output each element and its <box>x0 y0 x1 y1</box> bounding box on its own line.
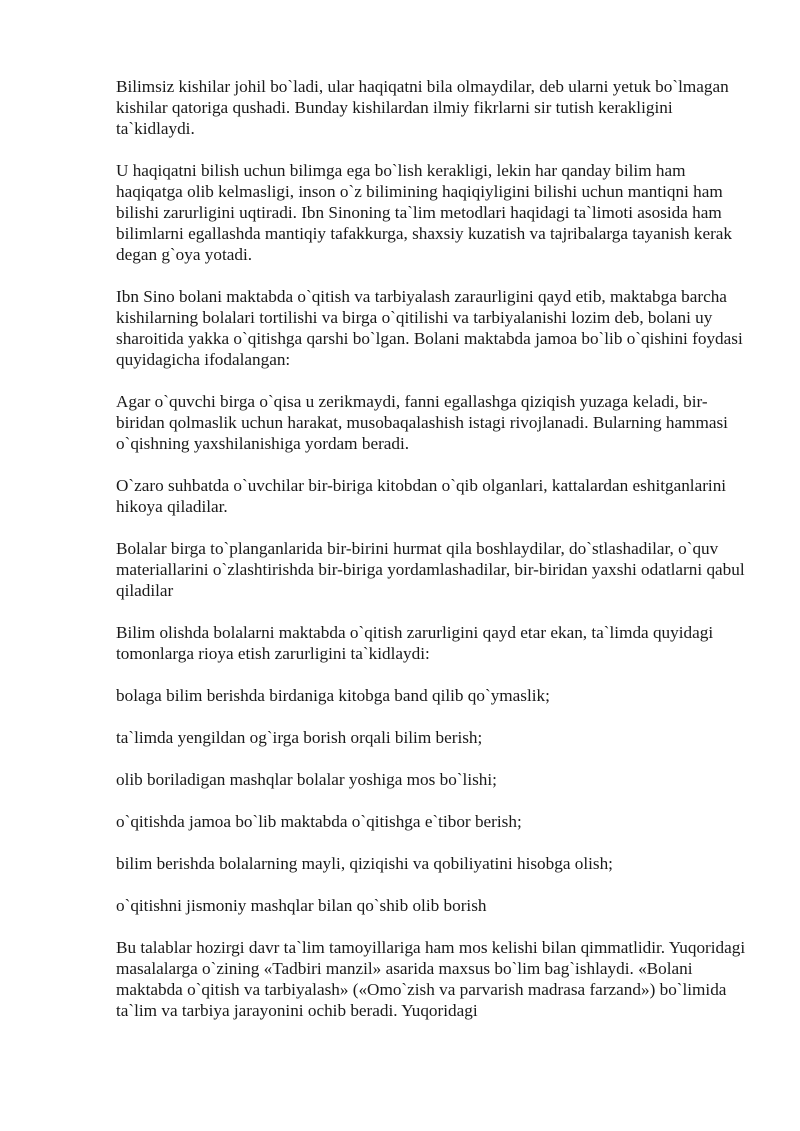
paragraph-conversation: O`zaro suhbatda o`uvchilar bir-biriga kitobdan o`qib olganlari, kattalardan eshitganlarini hikoya qiladilar. <box>116 476 727 516</box>
requirement-item: o`qitishni jismoniy mashqlar bilan qo`shib olib borish <box>116 896 487 915</box>
requirement-item: bilim berishda bolalarning mayli, qiziqishi va qobiliyatini hisobga olish; <box>116 854 613 873</box>
paragraph-requirements-intro: Bilim olishda bolalarni maktabda o`qitish zarurligini qayd etar ekan, ta`limda quyidagi tomonlarga rioya etish zarurligini ta`kidlaydi: <box>116 623 714 663</box>
document-page <box>116 76 746 1042</box>
paragraph-respect: Bolalar birga to`planganlarida bir-birini hurmat qila boshlaydilar, do`stlashadilar, o`quv materiallarini o`zlashtirishda bir-biriga yordamlashadilar, bir-biridan yaxshi odatlarni qabul qiladilar <box>116 539 745 600</box>
requirement-item: o`qitishda jamoa bo`lib maktabda o`qitishga e`tibor berish; <box>116 812 522 831</box>
requirement-item: bolaga bilim berishda birdaniga kitobga band qilib qo`ymaslik; <box>116 686 550 705</box>
paragraph-school-education: Ibn Sino bolani maktabda o`qitish va tarbiyalash zaraurligini qayd etib, maktabga barcha kishilarning bolalari tortilishi va birga o`qitilishi va tarbiyalanishi lozim deb, bolani uy sharoitida yakka o`qitishga qarshi bo`lgan. Bolani maktabda jamoa bo`lib o`qishini foydasi quyidagicha ifodalangan: <box>116 287 743 369</box>
paragraph-ignorance: Bilimsiz kishilar johil bo`ladi, ular haqiqatni bila olmaydilar, deb ularni yetuk bo`lmagan kishilar qatoriga qushadi. Bunday kishilardan ilmiy fikrlarni sir tutish kerakligini ta`kidlaydi. <box>116 77 729 138</box>
requirement-item: olib boriladigan mashqlar bolalar yoshiga mos bo`lishi; <box>116 770 497 789</box>
paragraph-group-study: Agar o`quvchi birga o`qisa u zerikmaydi, fanni egallashga qiziqish yuzaga keladi, bir-biridan qolmaslik uchun harakat, musobaqalashish istagi rivojlanadi. Bularning hammasi o`qishning yaxshilanishiga yordam beradi. <box>116 392 728 453</box>
requirement-item: ta`limda yengildan og`irga borish orqali bilim berish; <box>116 728 483 747</box>
paragraph-conclusion: Bu talablar hozirgi davr ta`lim tamoyillariga ham mos kelishi bilan qimmatlidir. Yuqoridagi masalalarga o`zining «Tadbiri manzil» asarida maxsus bo`lim bag`ishlaydi. «Bolani maktabda o`qitish va tarbiyalash» («Omo`zish va parvarish madrasa farzand») bo`limida ta`lim va tarbiya jarayonini ochib beradi. Yuqoridagi <box>116 938 746 1020</box>
paragraph-logic: U haqiqatni bilish uchun bilimga ega bo`lish kerakligi, lekin har qanday bilim ham haqiqatga olib kelmasligi, inson o`z bilimining haqiqiyligini bilishi uchun mantiqni ham bilishi zarurligini uqtiradi. Ibn Sinoning ta`lim metodlari haqidagi ta`limoti asosida ham bilimlarni egallashda mantiqiy tafakkurga, shaxsiy kuzatish va tajribalarga tayanish kerak degan g`oya yotadi. <box>116 161 733 264</box>
